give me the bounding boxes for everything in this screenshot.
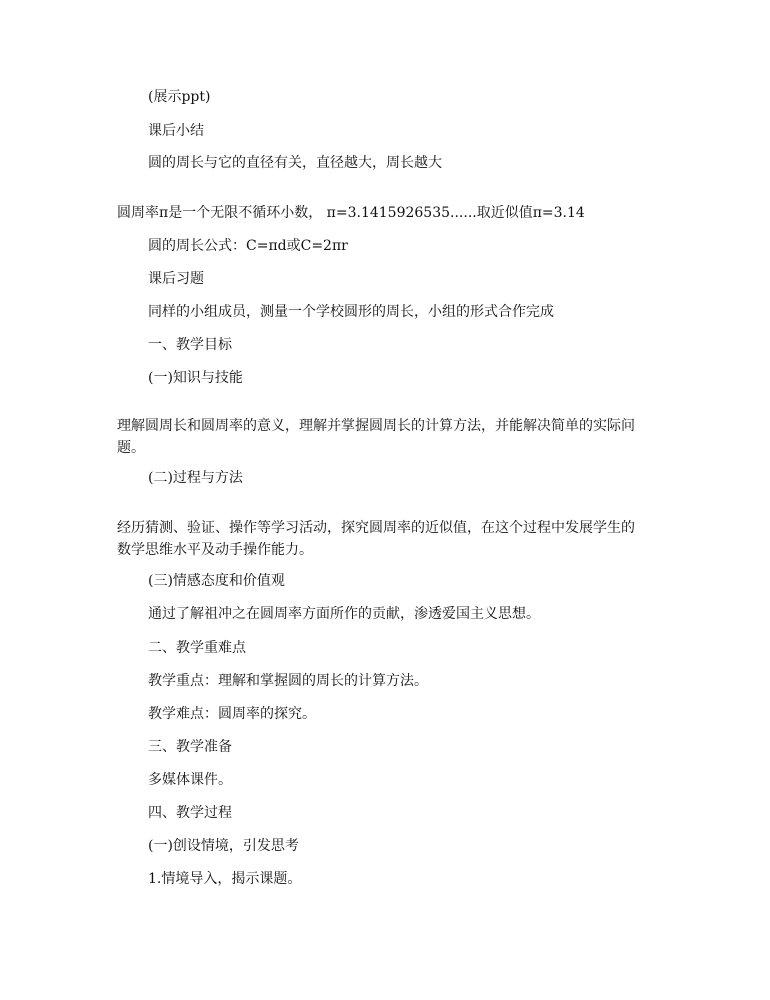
heading-homework: 课后习题 — [148, 271, 204, 287]
paragraph-difficult-point: 教学难点：圆周率的探究。 — [148, 706, 316, 722]
heading-key-difficult-points: 二、教学重难点 — [148, 640, 246, 656]
paragraph-attitudes-values: 通过了解祖冲之在圆周率方面所作的贡献，渗透爱国主义思想。 — [148, 606, 540, 622]
paragraph-process-methods: 经历猜测、验证、操作等学习活动，探究圆周率的近似值，在这个过程中发展学生的数学思维水平及动手操作能力。 — [117, 520, 635, 558]
paragraph-show-ppt: (展示ppt) — [148, 89, 211, 105]
heading-create-situation: (一)创设情境，引发思考 — [148, 838, 299, 854]
heading-lesson-summary: 课后小结 — [148, 123, 204, 139]
heading-teaching-process: 四、教学过程 — [148, 805, 232, 821]
paragraph-situation-intro: 1.情境导入，揭示课题。 — [148, 871, 302, 887]
heading-attitudes-values: (三)情感态度和价值观 — [148, 573, 285, 589]
paragraph-multimedia: 多媒体课件。 — [148, 772, 232, 788]
heading-process-methods: (二)过程与方法 — [148, 470, 243, 486]
paragraph-key-point: 教学重点：理解和掌握圆的周长的计算方法。 — [148, 673, 428, 689]
paragraph-summary-diameter: 圆的周长与它的直径有关，直径越大，周长越大 — [148, 155, 442, 171]
heading-knowledge-skills: (一)知识与技能 — [148, 370, 243, 386]
heading-teaching-preparation: 三、教学准备 — [148, 739, 232, 755]
paragraph-knowledge-skills: 理解圆周长和圆周率的意义，理解并掌握圆周长的计算方法，并能解决简单的实际问题。 — [117, 418, 635, 456]
heading-teaching-goals: 一、教学目标 — [148, 337, 232, 353]
paragraph-homework-task: 同样的小组成员，测量一个学校圆形的周长，小组的形式合作完成 — [148, 304, 554, 320]
paragraph-circumference-formula: 圆的周长公式：C=πd或C=2πr — [148, 238, 348, 254]
paragraph-pi-definition: 圆周率π是一个无限不循环小数， π=3.1415926535......取近似值π=3.14 — [117, 205, 585, 221]
